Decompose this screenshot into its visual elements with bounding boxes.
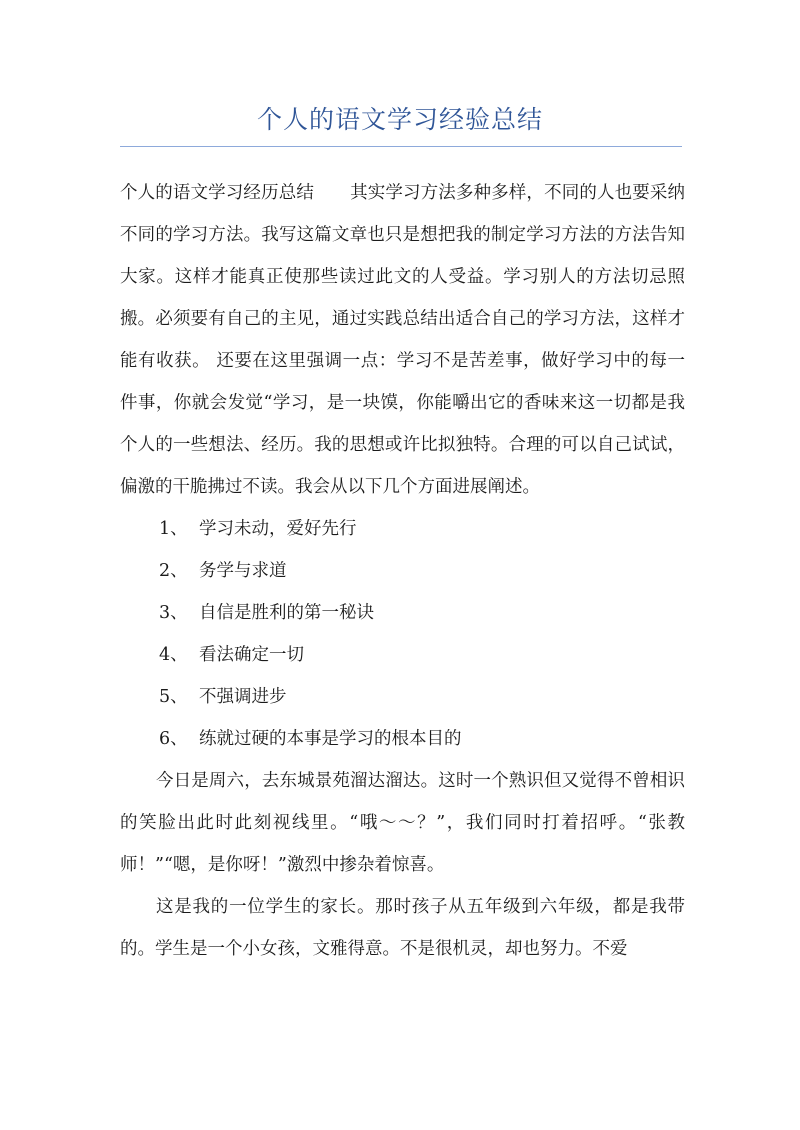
list-item — [120, 550, 685, 592]
list-item-text: 练就过硬的本事是学习的根本目的 — [199, 729, 462, 749]
intro-paragraph — [120, 172, 685, 508]
list-item-number: 2、 — [159, 561, 188, 581]
document-title: 个人的语文学习经验总结 — [256, 105, 543, 134]
document-body — [120, 172, 685, 970]
list-item-text: 务学与求道 — [199, 561, 287, 581]
list-item-number: 1、 — [159, 519, 188, 539]
list-item-number: 5、 — [159, 687, 188, 707]
story-paragraph-2: 这是我的一位学生的家长。那时孩子从五年级到六年级，都是我带的。学生是一个小女孩，文雅得意。不是很机灵，却也努力。不爱 — [120, 897, 685, 959]
list-item-number: 3、 — [159, 603, 188, 623]
list-item — [120, 718, 685, 760]
list-item — [120, 508, 685, 550]
list-item-text: 学习未动，爱好先行 — [199, 519, 357, 539]
intro-lead: 个人的语文学习经历总结 — [120, 183, 314, 203]
list-item-number: 6、 — [159, 729, 188, 749]
list-item-text: 不强调进步 — [199, 687, 287, 707]
title-divider — [120, 146, 682, 147]
intro-text: 其实学习方法多种多样，不同的人也要采纳不同的学习方法。我写这篇文章也只是想把我的制定学习方法的方法告知大家。这样才能真正使那些读过此文的人受益。学习别人的方法切忌照搬。必须要有自己的主见，通过实践总结出适合自己的学习方法，这样才能有收获。 还要在这里强调一点：学习不是苦差事，做好学习中的每一件事，你就会发觉“学习，是一块馍，你能嚼出它的香味来这一切都是我个人的一些想法、经历。我的思想或许比拟独特。合理的可以自己试试，偏激的干脆拂过不读。我会从以下几个方面进展阐述。 — [120, 183, 686, 497]
list-item-text: 自信是胜利的第一秘诀 — [199, 603, 374, 623]
list-item — [120, 592, 685, 634]
list-item-text: 看法确定一切 — [199, 645, 304, 665]
story-paragraph-1: 今日是周六，去东城景苑溜达溜达。这时一个熟识但又觉得不曾相识的笑脸出此时此刻视线里。“哦～～？”，我们同时打着招呼。“张教师！”“嗯，是你呀！”激烈中掺杂着惊喜。 — [120, 771, 685, 875]
list-item-number: 4、 — [159, 645, 188, 665]
list-item — [120, 634, 685, 676]
list-item — [120, 676, 685, 718]
numbered-list — [120, 508, 685, 760]
